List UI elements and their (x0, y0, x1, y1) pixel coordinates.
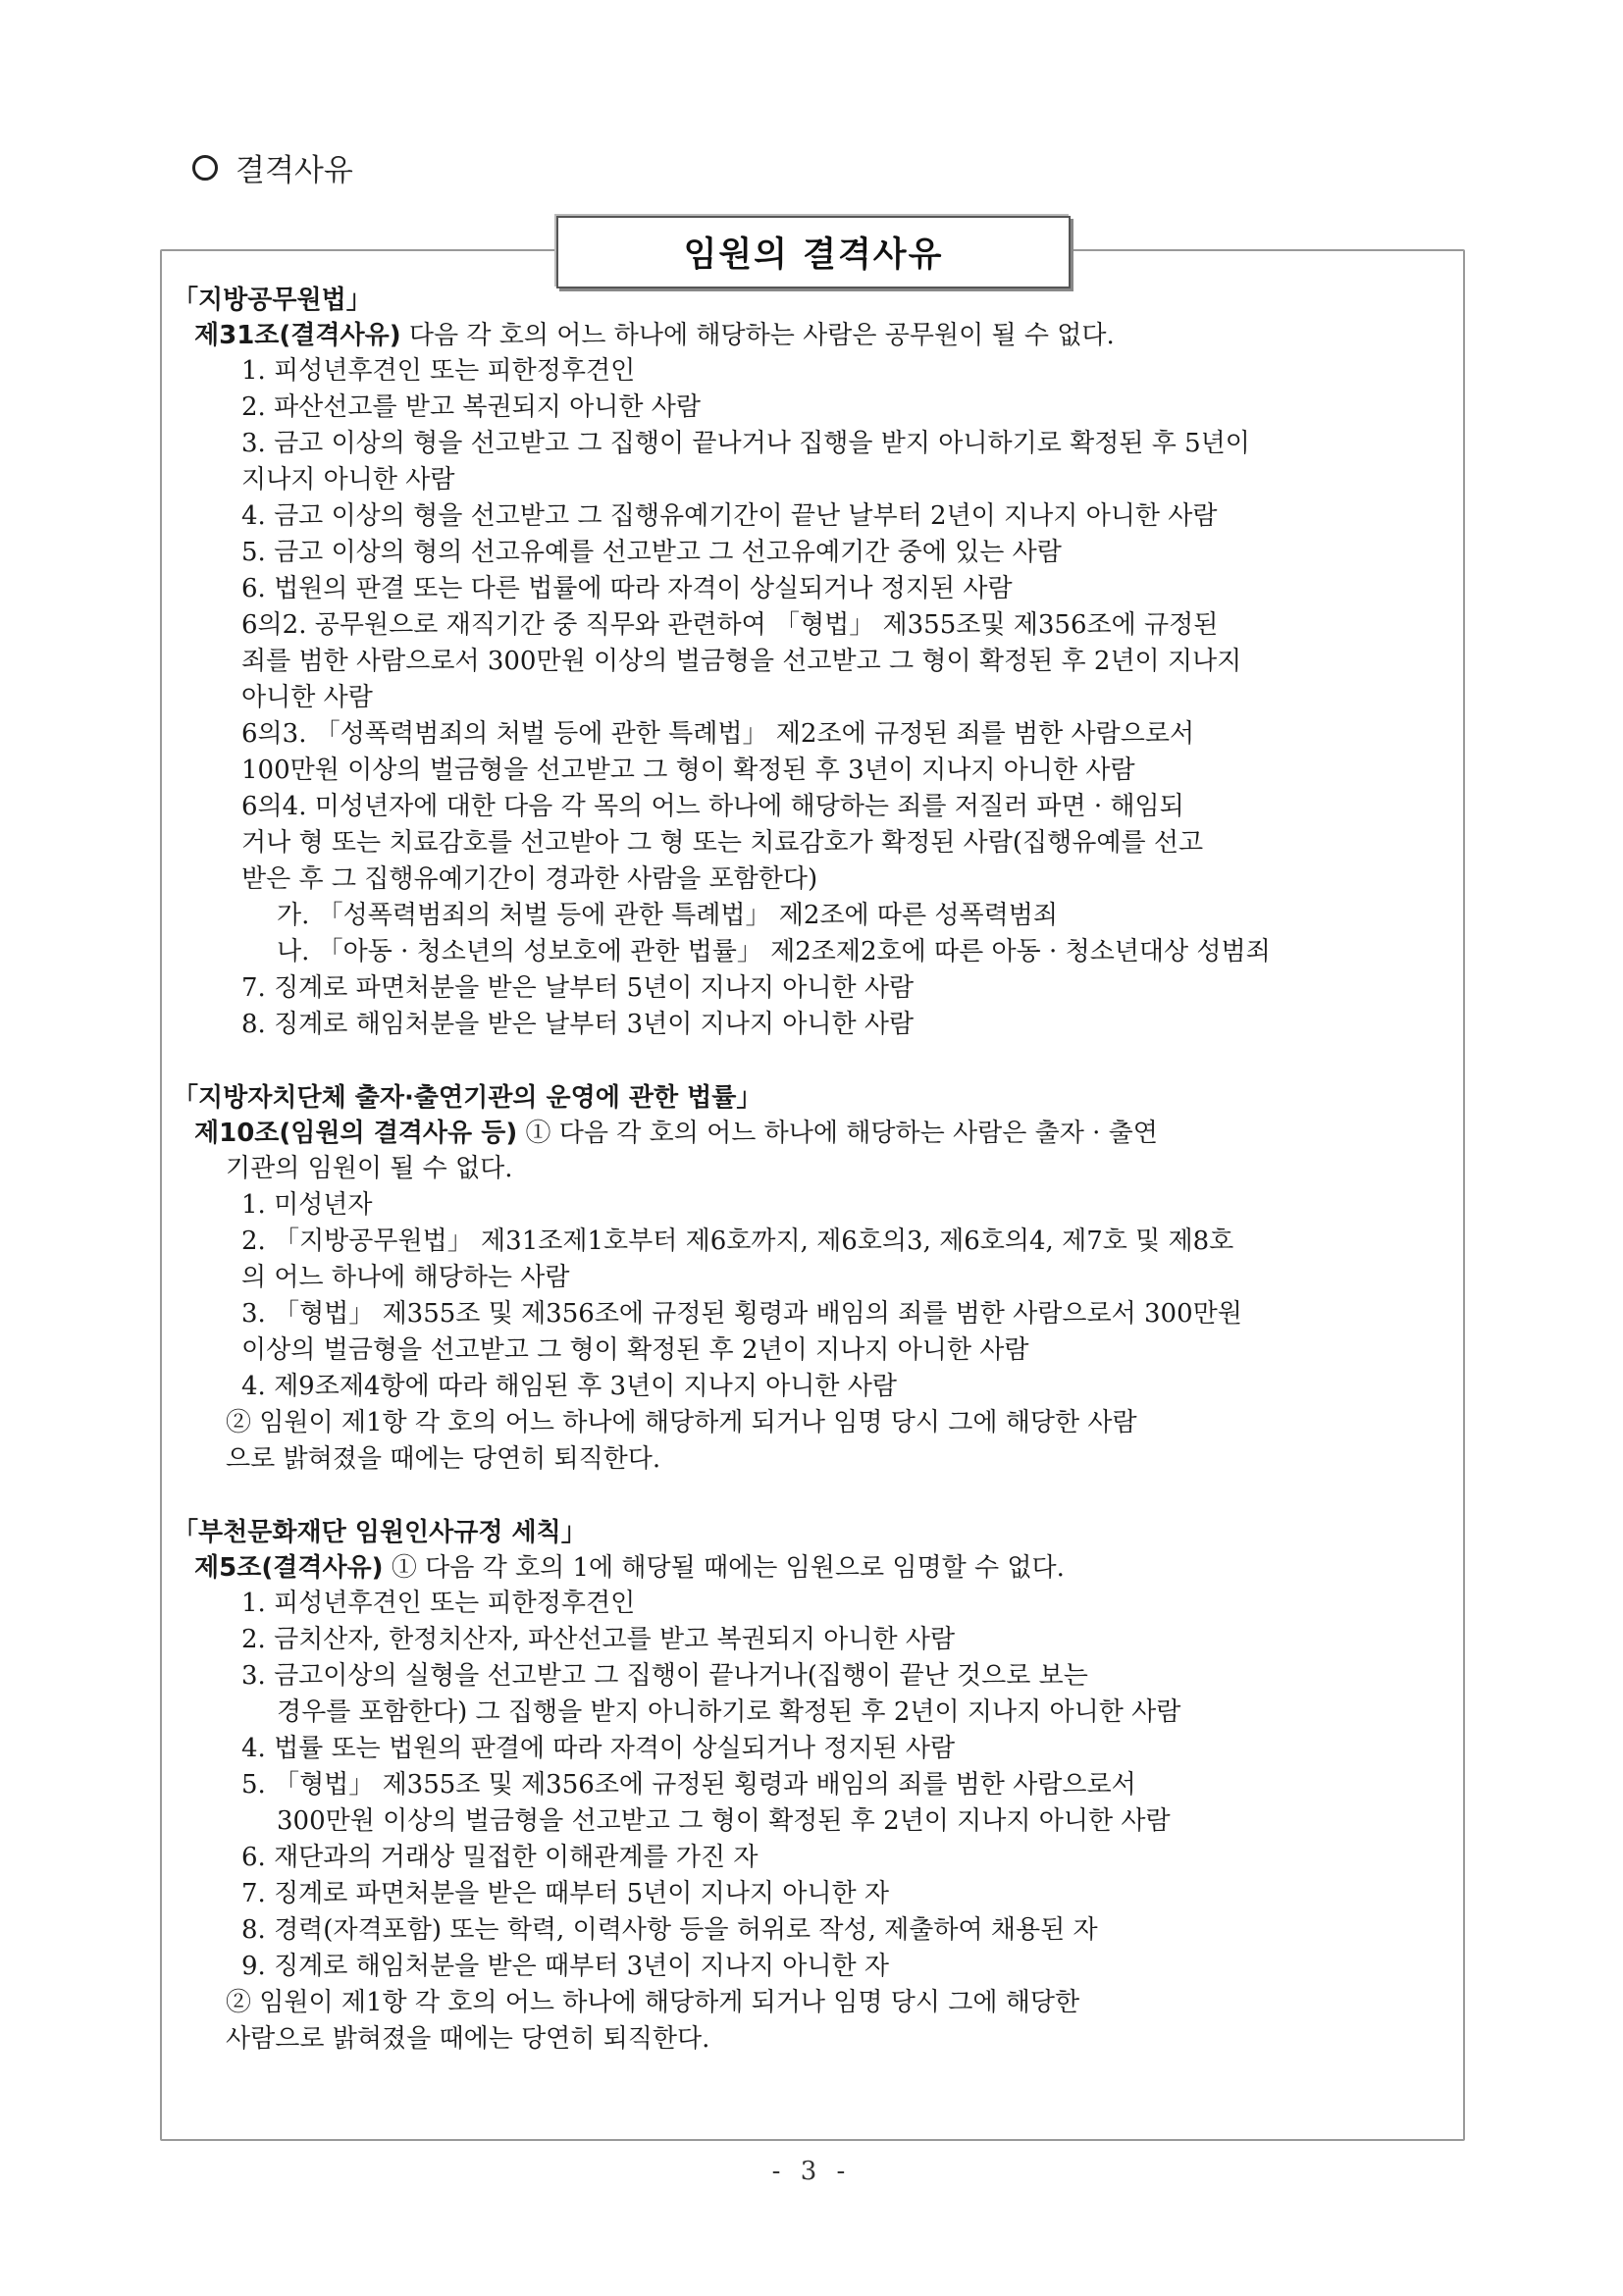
list-item: 6. 재단과의 거래상 밀접한 이해관계를 가진 자 (241, 1843, 759, 1872)
list-item: 6의3. 「성폭력범죄의 처벌 등에 관한 특례법」 제2조에 규정된 죄를 범한 사람으로서 (241, 719, 1195, 749)
list-item: 3. 「형법」 제355조 및 제356조에 규정된 횡령과 배임의 죄를 범한 사람으로서 300만원 (241, 1299, 1242, 1329)
list-item: 4. 제9조제4항에 따라 해임된 후 3년이 지나지 아니한 사람 (241, 1372, 897, 1401)
sub-list-item: 나. 「아동 · 청소년의 성보호에 관한 법률」 제2조제2호에 따른 아동 · 청소년대상 성범죄 (277, 937, 1271, 966)
article-number: 제10조(임원의 결격사유 등) (194, 1119, 518, 1148)
list-item-continuation: 100만원 이상의 벌금형을 선고받고 그 형이 확정된 후 3년이 지나지 아니한 사람 (241, 756, 1135, 785)
article-continuation: 기관의 임원이 될 수 없다. (226, 1154, 513, 1183)
article-intro (194, 1116, 1448, 1151)
article-number: 제5조(결격사유) (194, 1553, 384, 1583)
law-title: 「지방자치단체 출자·출연기관의 운영에 관한 법률」 (173, 1083, 762, 1113)
section-gap (173, 1478, 1448, 1515)
list-item: 1. 피성년후견인 또는 피한정후견인 (241, 356, 636, 386)
paragraph-item: ② 임원이 제1항 각 호의 어느 하나에 해당하게 되거나 임명 당시 그에 해당한 (226, 1988, 1080, 2017)
paragraph-continuation: 사람으로 밝혀졌을 때에는 당연히 퇴직한다. (226, 2024, 710, 2054)
article-text: 다음 각 호의 어느 하나에 해당하는 사람은 공무원이 될 수 없다. (400, 321, 1115, 350)
list-item-continuation: 아니한 사람 (241, 683, 373, 712)
circle-bullet-icon (192, 155, 218, 181)
list-item: 6의2. 공무원으로 재직기간 중 직무와 관련하여 「형법」 제355조및 제356조에 규정된 (241, 610, 1219, 640)
law-title: 「지방공무원법」 (173, 286, 372, 315)
list-item: 2. 금치산자, 한정치산자, 파산선고를 받고 복권되지 아니한 사람 (241, 1625, 956, 1654)
article-text: ① 다음 각 호의 어느 하나에 해당하는 사람은 출자 · 출연 (517, 1119, 1158, 1148)
list-item: 5. 금고 이상의 형의 선고유예를 선고받고 그 선고유예기간 중에 있는 사람 (241, 538, 1062, 567)
article-text: ① 다음 각 호의 1에 해당될 때에는 임원으로 임명할 수 없다. (383, 1553, 1065, 1583)
list-item: 4. 금고 이상의 형을 선고받고 그 집행유예기간이 끝난 날부터 2년이 지나지 아니한 사람 (241, 501, 1218, 531)
section-gap (173, 1043, 1448, 1080)
list-item-continuation: 의 어느 하나에 해당하는 사람 (241, 1263, 570, 1292)
box-title: 임원의 결격사유 (556, 216, 1071, 288)
list-item: 8. 징계로 해임처분을 받은 날부터 3년이 지나지 아니한 사람 (241, 1010, 915, 1039)
law-title: 「부천문화재단 임원인사규정 세칙」 (173, 1518, 587, 1547)
article-intro (194, 318, 1448, 353)
list-item: 2. 파산선고를 받고 복권되지 아니한 사람 (241, 392, 701, 422)
section-heading (192, 145, 353, 189)
sub-list-item: 가. 「성폭력범죄의 처벌 등에 관한 특례법」 제2조에 따른 성폭력범죄 (277, 901, 1058, 930)
list-item: 7. 징계로 파면처분을 받은 때부터 5년이 지나지 아니한 자 (241, 1879, 890, 1908)
list-item: 6. 법원의 판결 또는 다른 법률에 따라 자격이 상실되거나 정지된 사람 (241, 574, 1013, 603)
section-heading-text: 결격사유 (236, 153, 353, 188)
paragraph-item: ② 임원이 제1항 각 호의 어느 하나에 해당하게 되거나 임명 당시 그에 해당한 사람 (226, 1408, 1137, 1437)
list-item: 9. 징계로 해임처분을 받은 때부터 3년이 지나지 아니한 자 (241, 1952, 890, 1981)
list-item: 5. 「형법」 제355조 및 제356조에 규정된 횡령과 배임의 죄를 범한 사람으로서 (241, 1770, 1136, 1800)
list-item: 4. 법률 또는 법원의 판결에 따라 자격이 상실되거나 정지된 사람 (241, 1734, 956, 1763)
box-content (173, 283, 1448, 2058)
article-number: 제31조(결격사유) (194, 321, 401, 350)
list-item: 3. 금고 이상의 형을 선고받고 그 집행이 끝나거나 집행을 받지 아니하기로 확정된 후 5년이 (241, 429, 1250, 458)
list-item-continuation: 경우를 포함한다) 그 집행을 받지 아니하기로 확정된 후 2년이 지나지 아니한 사람 (277, 1697, 1181, 1727)
list-item-continuation: 300만원 이상의 벌금형을 선고받고 그 형이 확정된 후 2년이 지나지 아니한 사람 (277, 1806, 1171, 1836)
list-item-continuation: 지나지 아니한 사람 (241, 465, 455, 495)
list-item: 1. 미성년자 (241, 1190, 373, 1220)
list-item: 3. 금고이상의 실형을 선고받고 그 집행이 끝나거나(집행이 끝난 것으로 보는 (241, 1661, 1088, 1691)
list-item: 2. 「지방공무원법」 제31조제1호부터 제6호까지, 제6호의3, 제6호의4, 제7호 및 제8호 (241, 1226, 1234, 1256)
list-item-continuation: 받은 후 그 집행유예기간이 경과한 사람을 포함한다) (241, 864, 818, 894)
page-number: - 3 - (771, 2157, 852, 2186)
list-item: 8. 경력(자격포함) 또는 학력, 이력사항 등을 허위로 작성, 제출하여 채용된 자 (241, 1915, 1098, 1945)
list-item: 1. 피성년후견인 또는 피한정후견인 (241, 1589, 636, 1618)
list-item-continuation: 거나 형 또는 치료감호를 선고받아 그 형 또는 치료감호가 확정된 사람(집행유예를 선고 (241, 828, 1204, 858)
list-item-continuation: 이상의 벌금형을 선고받고 그 형이 확정된 후 2년이 지나지 아니한 사람 (241, 1335, 1029, 1365)
list-item-continuation: 죄를 범한 사람으로서 300만원 이상의 벌금형을 선고받고 그 형이 확정된 후 2년이 지나지 (241, 647, 1242, 676)
article-intro (194, 1550, 1448, 1586)
list-item: 6의4. 미성년자에 대한 다음 각 목의 어느 하나에 해당하는 죄를 저질러 파면 · 해임되 (241, 792, 1184, 821)
paragraph-continuation: 으로 밝혀졌을 때에는 당연히 퇴직한다. (226, 1444, 661, 1474)
list-item: 7. 징계로 파면처분을 받은 날부터 5년이 지나지 아니한 사람 (241, 973, 915, 1003)
